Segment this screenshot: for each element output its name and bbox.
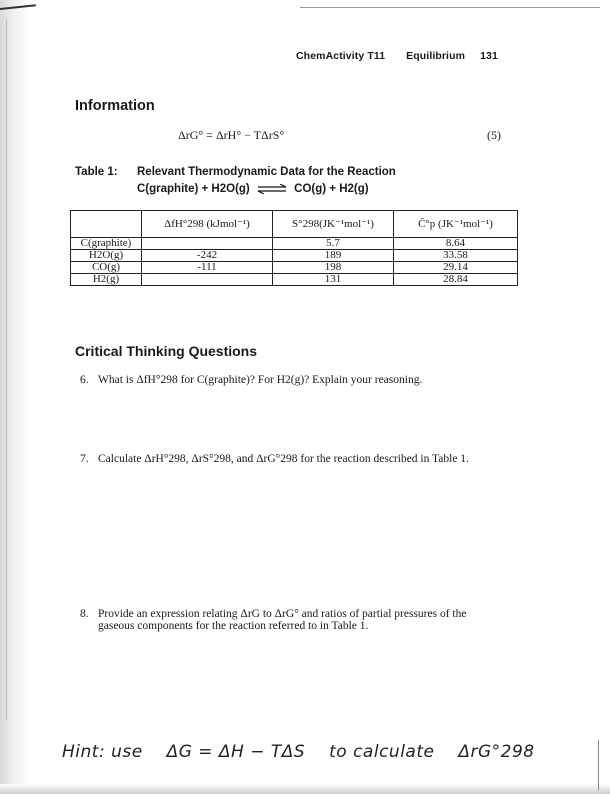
table-cell: 28.84 <box>394 274 518 286</box>
table-row <box>71 250 518 262</box>
scan-edge-shadow <box>0 0 30 794</box>
table-header-row <box>71 211 518 238</box>
table-cell: 5.7 <box>273 238 394 250</box>
hint-target: ΔrG°298 <box>458 742 535 762</box>
table-cell: C(graphite) <box>71 238 142 250</box>
hint-lead: Hint: use <box>62 742 143 762</box>
table-cell <box>142 238 273 250</box>
question-6 <box>80 374 422 386</box>
equation-number: (5) <box>487 128 501 142</box>
page-header <box>296 50 498 62</box>
critical-thinking-heading: Critical Thinking Questions <box>75 343 258 359</box>
table-cell: -242 <box>142 250 273 262</box>
table-cell: 198 <box>273 262 394 274</box>
table-cell: H2O(g) <box>71 250 142 262</box>
right-edge-line <box>598 740 599 790</box>
table-row <box>71 238 518 250</box>
hint-equation: ΔG = ΔH − TΔS <box>166 742 306 762</box>
question-text: Provide an expression relating ΔrG to ΔrG° and ratios of partial pressures of the <box>98 608 467 620</box>
table-label: Table 1: <box>75 166 118 178</box>
gibbs-equation: ΔrG° = ΔrH° − TΔrS° <box>178 128 285 142</box>
table-cell: CO(g) <box>71 262 142 274</box>
table-cell: -111 <box>142 262 273 274</box>
question-8 <box>80 608 466 632</box>
header-cell: S°298(JK⁻¹mol⁻¹) <box>273 211 394 238</box>
header-cell: C̄°p (JK⁻¹mol⁻¹) <box>394 211 518 238</box>
table-row <box>71 274 518 286</box>
question-7 <box>80 453 469 465</box>
header-cell: ΔfH°298 (kJmol⁻¹) <box>142 211 273 238</box>
thermo-data-table <box>70 210 518 286</box>
table-row <box>71 262 518 274</box>
header-topic: Equilibrium <box>406 50 466 62</box>
question-number: 7. <box>80 453 89 465</box>
question-text: Calculate ΔrH°298, ΔrS°298, and ΔrG°298 for the reaction described in Table 1. <box>98 453 469 465</box>
table-cell: 33.58 <box>394 250 518 262</box>
question-number: 6. <box>80 374 89 386</box>
reaction-left: C(graphite) + H2O(g) <box>137 183 250 195</box>
table-cell: H2(g) <box>71 274 142 286</box>
table-caption <box>75 166 396 178</box>
question-text: What is ΔfH°298 for C(graphite)? For H2(g)? Explain your reasoning. <box>98 374 423 386</box>
question-text-continued: gaseous components for the reaction referred to in Table 1. <box>98 620 369 632</box>
table-cell: 8.64 <box>394 238 518 250</box>
header-activity: ChemActivity T11 <box>296 50 386 62</box>
header-rule <box>300 7 600 8</box>
table-cell <box>142 274 273 286</box>
reaction-equation <box>137 183 369 195</box>
table-cell: 131 <box>273 274 394 286</box>
page-edge-line <box>6 20 7 720</box>
question-number: 8. <box>80 608 89 620</box>
equilibrium-arrow-icon <box>257 184 287 194</box>
table-title: Relevant Thermodynamic Data for the Reaction <box>137 166 396 178</box>
information-heading: Information <box>75 98 155 114</box>
header-page-number: 131 <box>480 50 498 62</box>
header-cell <box>71 211 142 238</box>
table-cell: 189 <box>273 250 394 262</box>
hint-mid: to calculate <box>329 742 435 762</box>
table-cell: 29.14 <box>394 262 518 274</box>
reaction-right: CO(g) + H2(g) <box>294 183 369 195</box>
scan-bottom-shadow <box>0 784 610 794</box>
handwritten-hint <box>62 742 553 762</box>
